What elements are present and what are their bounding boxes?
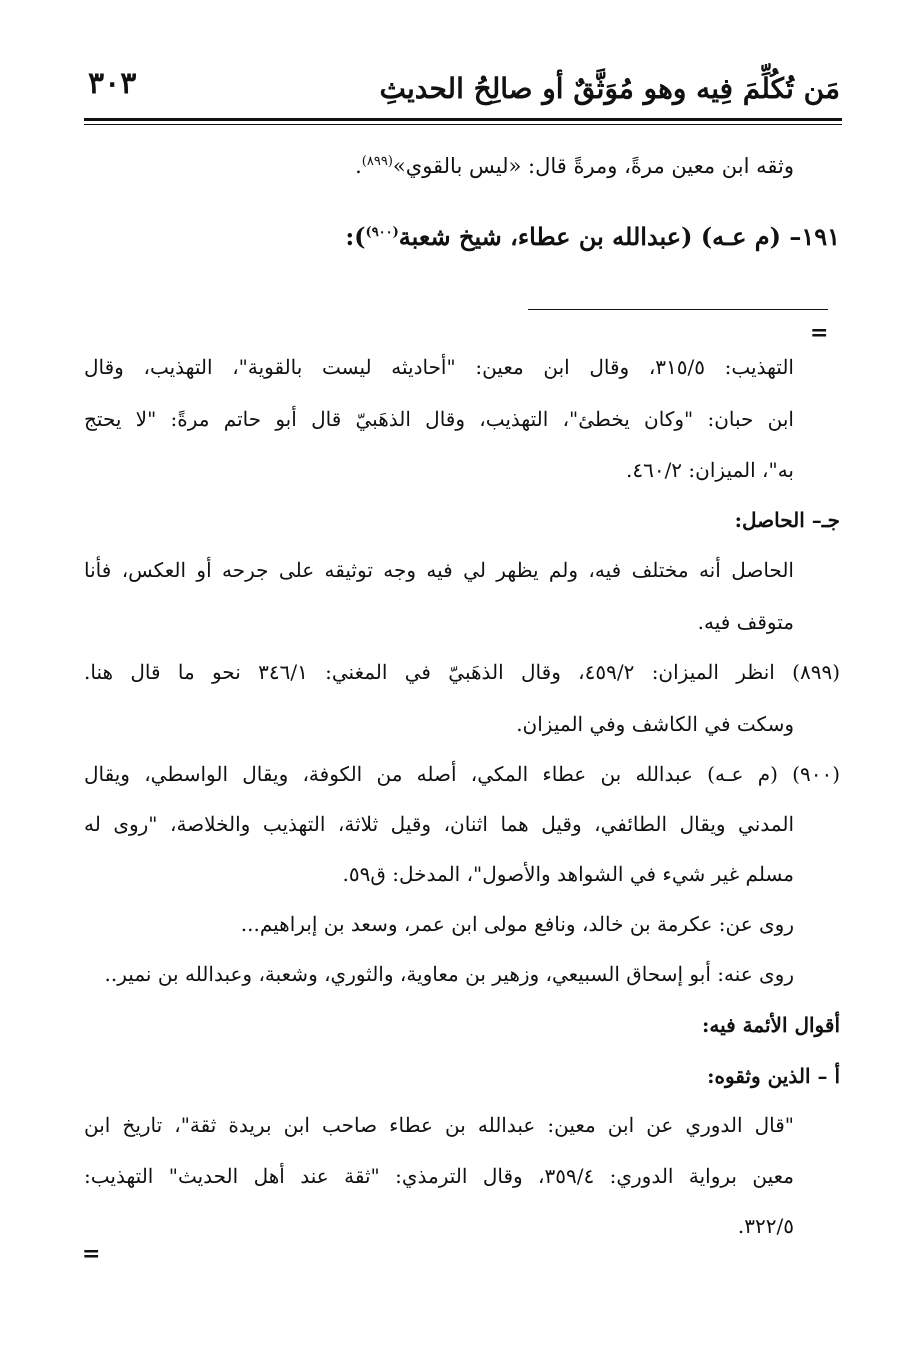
body-text: وثقه ابن معين مرةً، ومرةً قال: «ليس بالقوي» [392, 154, 794, 178]
footnote-cont-line-3: به"، الميزان: ٤٦٠/٢. [625, 458, 794, 482]
footnote-900-line-2: المدني ويقال الطائفي، وقيل هما اثنان، وقيل ثلاثة، التهذيب والخلاصة، "روى له [84, 812, 794, 836]
entry-number: ١٩١– (م عـه) [700, 222, 840, 251]
entry-title: (عبدالله بن عطاء، شيخ شعبة [398, 222, 693, 251]
footnote-cont-line-2: ابن حبان: "وكان يخطئ"، التهذيب، وقال الذهَبيّ قال أبو حاتم مرةً: "لا يحتج [84, 407, 794, 431]
aqwal-heading: أقوال الأئمة فيه: [702, 1013, 840, 1037]
running-header-title: مَن تُكُلِّمَ فِيه وهو مُوَثَّقٌ أو صالِحُ الحديثِ [379, 72, 840, 105]
wathaquh-line-1: "قال الدوري عن ابن معين: عبدالله بن عطاء صاحب ابن بريدة ثقة"، تاريخ ابن [84, 1113, 794, 1137]
footnote-separator [528, 309, 828, 310]
footnote-cont-line-1: التهذيب: ٣١٥/٥، وقال ابن معين: "أحاديثه ليست بالقوية"، التهذيب، وقال [84, 355, 794, 379]
wathaquh-line-2: معين برواية الدوري: ٣٥٩/٤، وقال الترمذي: "ثقة عند أهل الحديث" التهذيب: [84, 1164, 794, 1188]
hasil-line-2: متوقف فيه. [697, 610, 794, 634]
footnote-900-line-1: (٩٠٠) (م عـه) عبدالله بن عطاء المكي، أصله من الكوفة، ويقال الواسطي، ويقال [84, 762, 840, 786]
body-line-1 [355, 154, 794, 178]
hasil-line-1: الحاصل أنه مختلف فيه، ولم يظهر لي فيه وجه توثيقه على جرحه أو العكس، فأنا [84, 558, 794, 582]
continuation-mark-top: = [810, 320, 829, 346]
header-rule-thick [84, 118, 842, 121]
continuation-mark-bottom: = [82, 1241, 101, 1267]
wathaquh-line-3: ٣٢٢/٥. [737, 1214, 794, 1238]
footnote-900-line-3: مسلم غير شيء في الشواهد والأصول"، المدخل: ق٥٩. [342, 862, 794, 886]
riwaya-an-line: روى عن: عكرمة بن خالد، ونافع مولى ابن عمر، وسعد بن إبراهيم... [240, 912, 794, 936]
entry-title-end: ): [345, 222, 366, 251]
page-number: ٣٠٣ [88, 66, 137, 101]
riwaya-anhu-line: روى عنه: أبو إسحاق السبيعي، وزهير بن معاوية، والثوري، وشعبة، وعبدالله بن نمير.. [104, 962, 794, 986]
footnote-899-line-2: وسكت في الكاشف وفي الميزان. [516, 712, 794, 736]
wathaquh-heading: أ – الذين وثقوه: [707, 1064, 840, 1088]
footnote-ref-900: (٩٠٠) [365, 225, 399, 240]
entry-heading [345, 222, 840, 251]
hasil-heading: جـ– الحاصل: [734, 508, 840, 532]
body-text-end: . [355, 154, 362, 178]
footnote-899-line-1: (٨٩٩) انظر الميزان: ٤٥٩/٢، وقال الذهَبيّ في المغني: ٣٤٦/١ نحو ما قال هنا. [84, 660, 841, 684]
header-rule-thin [84, 124, 842, 125]
footnote-ref-899: (٨٩٩) [361, 154, 393, 169]
